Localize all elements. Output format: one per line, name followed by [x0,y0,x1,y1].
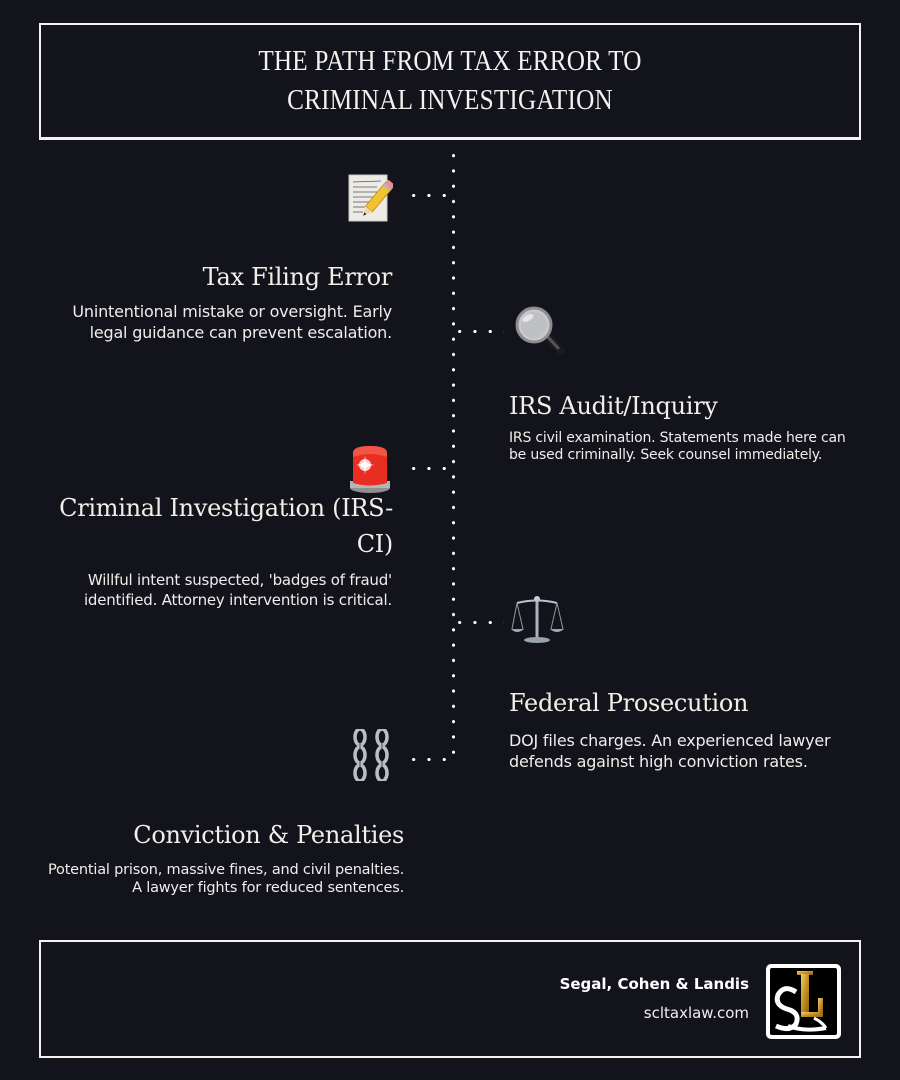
step-title-conviction-penalties: Conviction & Penalties [133,821,404,849]
step-desc-federal-prosecution: DOJ files charges. An experienced lawyer defends against high conviction rates. [509,731,831,771]
page-title: THE PATH FROM TAX ERROR TO CRIMINAL INVESTIGATION [258,46,642,116]
memo-pencil-icon [346,173,394,223]
step-desc-criminal-investigation: Willful intent suspected, 'badges of fraud' identified. Attorney intervention is critical. [83,571,392,609]
police-siren-icon [348,443,392,495]
step-title-criminal-investigation: Criminal Investigation (IRS-CI) [59,494,393,558]
firm-logo [766,964,841,1039]
step-desc-conviction-penalties: Potential prison, massive fines, and civil penalties. A lawyer fights for reduced sentences. [48,862,404,896]
step-title-federal-prosecution: Federal Prosecution [509,689,749,717]
step-desc-tax-filing-error: Unintentional mistake or oversight. Early legal guidance can prevent escalation. [72,302,392,342]
connector-step-2 [452,330,504,333]
footer-box [39,940,861,1058]
scl-monogram-icon [770,968,837,1035]
step-title-irs-audit: IRS Audit/Inquiry [509,392,718,420]
step-title-tax-filing-error: Tax Filing Error [202,263,392,291]
magnifying-glass-icon [512,305,568,357]
timeline-dotted-line [452,148,455,761]
connector-step-5 [406,758,454,761]
chains-icon [350,729,392,781]
step-desc-irs-audit: IRS civil examination. Statements made here can be used criminally. Seek counsel immediately. [509,430,846,463]
header-box [39,23,861,140]
connector-step-4 [452,621,504,624]
scales-of-justice-icon [510,595,564,645]
firm-website-link[interactable]: scltaxlaw.com [643,1004,749,1022]
connector-step-1 [406,194,454,197]
firm-name: Segal, Cohen & Landis [559,975,749,993]
connector-step-3 [406,467,454,470]
